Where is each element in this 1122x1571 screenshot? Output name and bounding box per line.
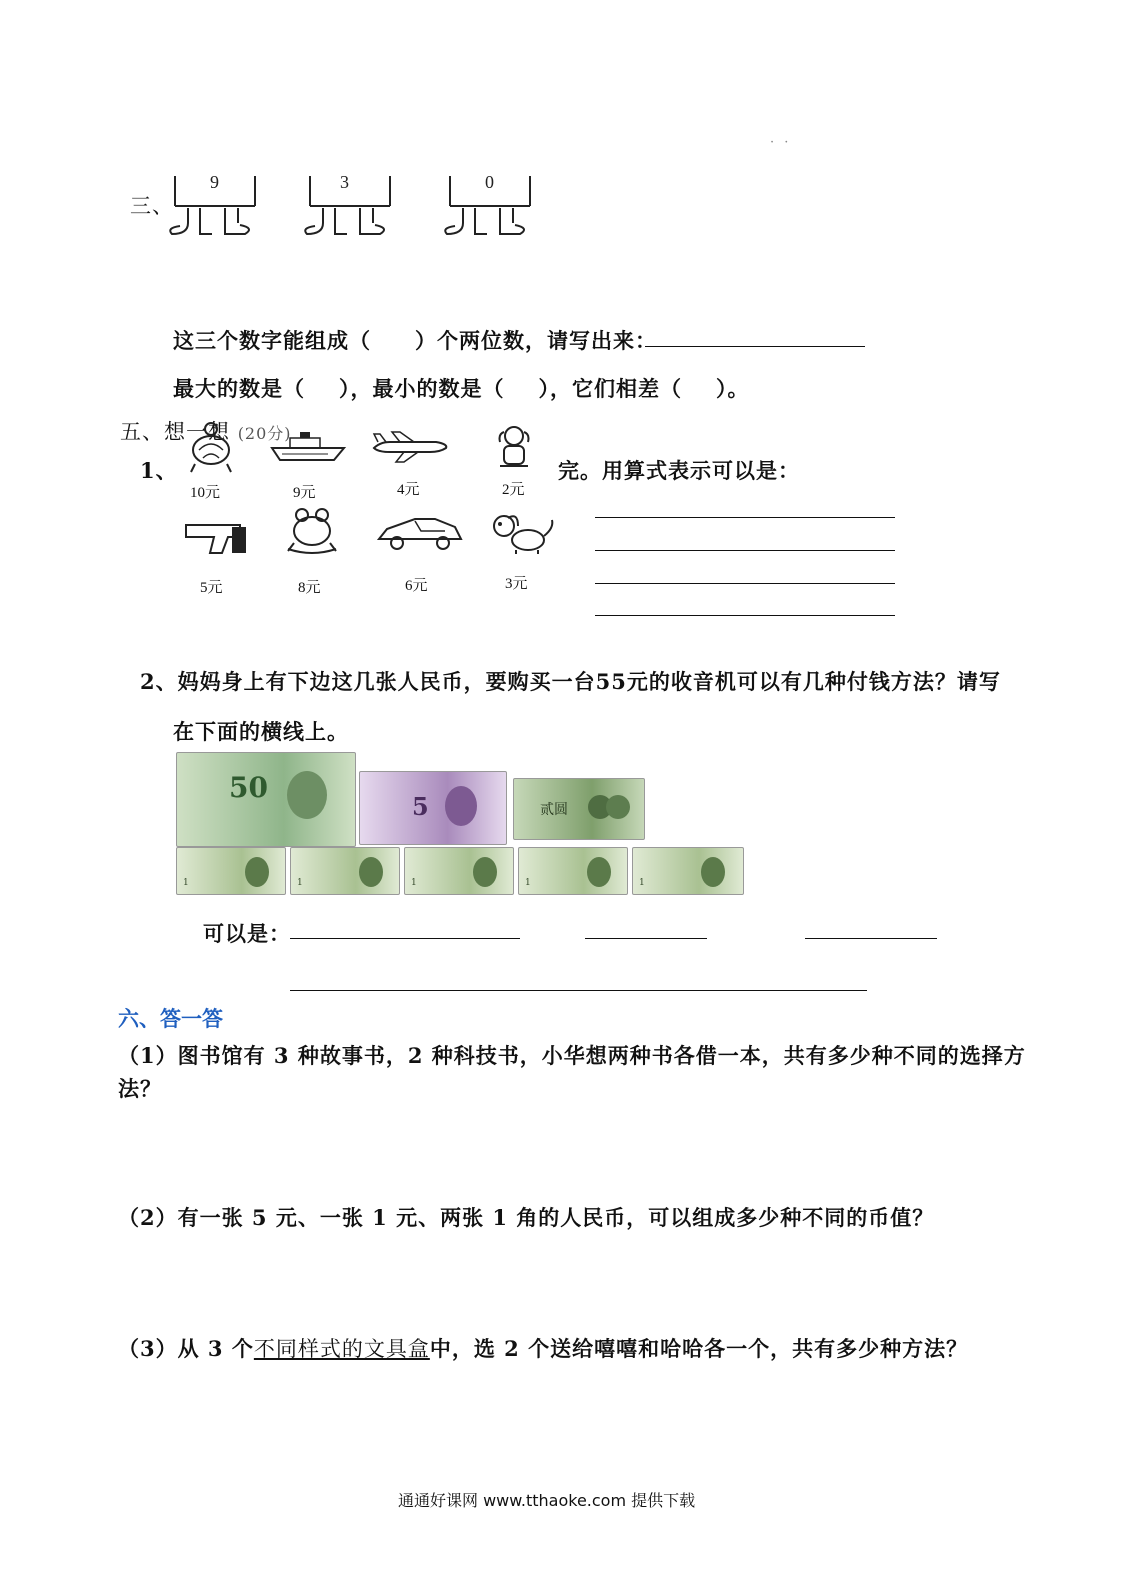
- banknote-2: 贰圆: [513, 778, 645, 840]
- answer-line-q2-3[interactable]: [805, 938, 937, 939]
- price-dog: 3元: [505, 576, 528, 592]
- answer-line-q1-2[interactable]: [595, 550, 895, 551]
- q2-line1: 2、妈妈身上有下边这几张人民币，要购买一台55元的收音机可以有几种付钱方法？请写: [140, 669, 1001, 694]
- price-frog: 8元: [298, 580, 321, 596]
- answer-line-q1-1[interactable]: [595, 517, 895, 518]
- digit-9: 9: [210, 172, 219, 192]
- answer-line-q1-3[interactable]: [595, 583, 895, 584]
- answer-line-q2-2[interactable]: [585, 938, 707, 939]
- s6-q1-line1: （1）图书馆有 3 种故事书，2 种科技书，小华想两种书各借一本，共有多少种不同的选择方: [118, 1043, 1026, 1068]
- banknote-1: 1: [404, 847, 514, 895]
- q2-line2: 在下面的横线上。: [173, 719, 349, 744]
- digit-figures: [160, 168, 560, 243]
- footer-text: 通通好课网 www.tthaoke.com 提供下载: [398, 1491, 696, 1510]
- digit-0: 0: [485, 172, 494, 192]
- answer-line-q1-4[interactable]: [595, 615, 895, 616]
- q1-tail: 完。用算式表示可以是：: [558, 458, 800, 483]
- puppy-icon: [492, 422, 536, 472]
- section-3-label: 三、: [130, 194, 174, 218]
- price-puppy: 2元: [502, 482, 525, 498]
- s6-q1-line2: 法？: [118, 1076, 162, 1101]
- price-turtle: 10元: [190, 485, 221, 501]
- s6-q3: （3）从 3 个不同样式的文具盒中，选 2 个送给嘻嘻和哈哈各一个，共有多少种方法？: [118, 1336, 969, 1361]
- banknote-5: 5: [359, 771, 507, 845]
- question-digits-count: 这三个数字能组成（ ）个两位数，请写出来：: [173, 328, 657, 353]
- banknote-1: 1: [176, 847, 286, 895]
- turtle-icon: [185, 420, 237, 478]
- header-marks: · ·: [770, 135, 792, 150]
- q1-number: 1、: [140, 458, 178, 483]
- ship-icon: [268, 430, 348, 464]
- price-car: 6元: [405, 578, 428, 594]
- banknote-1: 1: [290, 847, 400, 895]
- dog-icon: [488, 510, 558, 556]
- frog-icon: [282, 503, 342, 557]
- banknote-1: 1: [518, 847, 628, 895]
- question-max-min: 最大的数是（ ），最小的数是（ ），它们相差（ ）。: [173, 376, 750, 401]
- s6-q2: （2）有一张 5 元、一张 1 元、两张 1 角的人民币，可以组成多少种不同的币值？: [118, 1205, 935, 1230]
- price-gun: 5元: [200, 580, 223, 596]
- answer-line-q2-1[interactable]: [290, 938, 520, 939]
- answer-line-digits[interactable]: [645, 346, 865, 347]
- banknote-50: 50: [176, 752, 356, 847]
- answer-line-q2-4[interactable]: [290, 990, 867, 991]
- car-icon: [375, 513, 465, 553]
- digit-3: 3: [340, 172, 349, 192]
- banknote-1: 1: [632, 847, 744, 895]
- airplane-icon: [370, 428, 450, 464]
- section-5-label: 五、想一想 (20分): [120, 420, 292, 444]
- q2-answer-label: 可以是：: [203, 921, 291, 946]
- price-airplane: 4元: [397, 482, 420, 498]
- toy-gun-icon: [182, 515, 252, 559]
- price-ship: 9元: [293, 485, 316, 501]
- section-6-label: 六、答一答: [118, 1006, 223, 1031]
